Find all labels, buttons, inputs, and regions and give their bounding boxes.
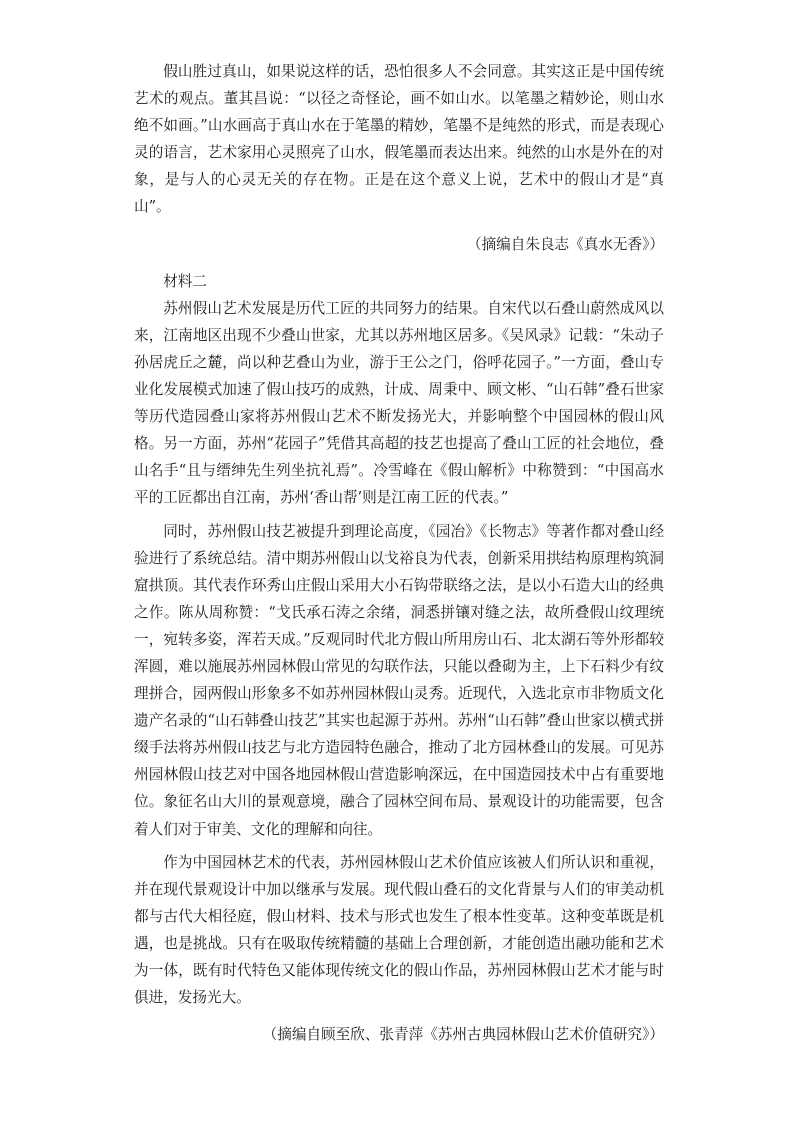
material2-heading: 材料二: [163, 272, 207, 290]
material2-paragraph-1: 苏州假山艺术发展是历代工匠的共同努力的结果。自宋代以石叠山蔚然成风以来，江南地区出现不少叠山世家，尤其以苏州地区居多。《吴风录》记载：“朱动子孙居虎丘之麓，尚以种艺叠山为业，游于王公之门，俗呼花园子。”一方面，叠山专业化发展模式加速了假山技巧的成熟，计成、周秉中、顾文彬、“山石韩”叠石世家等历代造园叠山家将苏州假山艺术不断发扬光大，并影响整个中国园林的假山风格。另一方面，苏州“花园子”凭借其高超的技艺也提高了叠山工匠的社会地位，叠山名手“且与缙绅先生列坐抗礼焉”。冷雪峰在《假山解析》中称赞到：“中国高水平的工匠都出自江南，苏州‘香山帮’则是江南工匠的代表。”: [134, 299, 664, 507]
material1-paragraph-1: 假山胜过真山，如果说这样的话，恐怕很多人不会同意。其实这正是中国传统艺术的观点。董其昌说：“以径之奇怪论，画不如山水。以笔墨之精妙论，则山水绝不如画。”山水画高于真山水在于笔墨的精妙，笔墨不是纯然的形式，而是表现心灵的语言，艺术家用心灵照亮了山水，假笔墨而表达出来。纯然的山水是外在的对象，是与人的心灵无关的存在物。正是在这个意义上说，艺术中的假山才是“真山”。: [134, 63, 664, 216]
material2-source: （摘编自顾至欣、张青萍《苏州古典园林假山艺术价值研究》）: [262, 1026, 664, 1044]
material2-paragraph-3: 作为中国园林艺术的代表，苏州园林假山艺术价值应该被人们所认识和重视，并在现代景观设计中加以继承与发展。现代假山叠石的文化背景与人们的审美动机都与古代大相径庭，假山材料、技术与形式也发生了根本性变革。这种变革既是机遇，也是挑战。只有在吸取传统精髓的基础上合理创新，才能创造出融功能和艺术为一体，既有时代特色又能体现传统文化的假山作品，苏州园林假山艺术才能与时俱进，发扬光大。: [134, 853, 664, 1007]
material2-paragraph-2: 同时，苏州假山技艺被提升到理论高度，《园冶》《长物志》等著作都对叠山经验进行了系统总结。清中期苏州假山以戈裕良为代表，创新采用拱结构原理构筑洞窟拱顶。其代表作环秀山庄假山采用大小石钩带联络之法，是以小石造大山的经典之作。陈从周称赞：“戈氏承石涛之余绪，洞悉拼镶对缝之法，故所叠假山纹理统一，宛转多姿，浑若天成。”反观同时代北方假山所用房山石、北太湖石等外形都较浑圆，难以施展苏州园林假山常见的勾联作法，只能以叠砌为主，上下石料少有纹理拼合，园两假山形象多不如苏州园林假山灵秀。近现代，入选北京市非物质文化遗产名录的“山石韩叠山技艺”其实也起源于苏州。苏州“山石韩”叠山世家以横式拼缀手法将苏州假山技艺与北方造园特色融合，推动了北方园林叠山的发展。可见苏州园林假山技艺对中国各地园林假山营造影响深远，在中国造园技术中占有重要地位。象征名山大川的景观意境，融合了园林空间布局、景观设计的功能需要，包含着人们对于审美、文化的理解和向往。: [134, 522, 664, 838]
material1-source: （摘编自朱良志《真水无香》）: [466, 235, 664, 253]
